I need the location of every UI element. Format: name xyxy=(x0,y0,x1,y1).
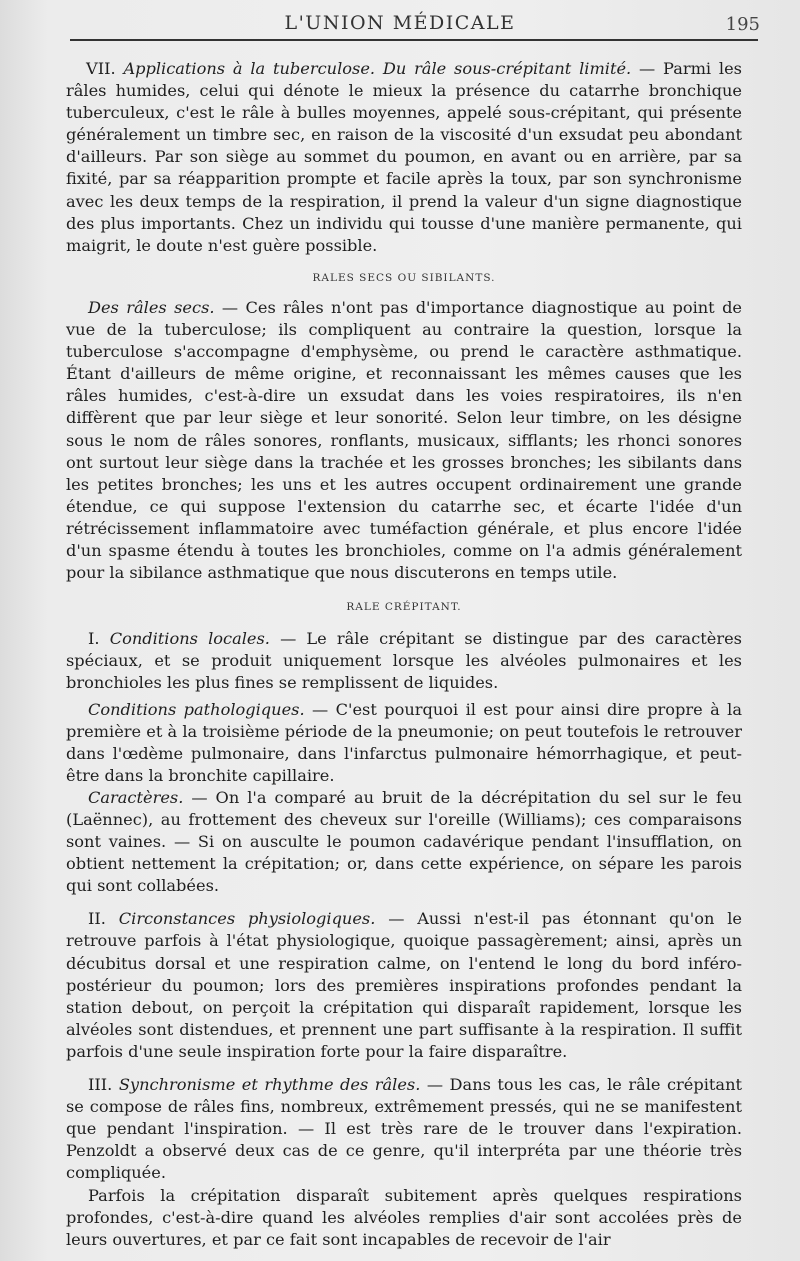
paragraph-heading: Caractères. xyxy=(88,787,184,807)
paragraph-heading: Conditions pathologiques. xyxy=(88,699,305,719)
paragraph-text: — Le râle crépitant se distingue par des caractères spéciaux, et se produit uniquement lorsque les alvéoles pulmonaires et les bronchioles les plus fines se remplissent de liquides. xyxy=(66,629,742,693)
paragraph-tuberculose xyxy=(66,58,742,257)
paragraph-heading: Circonstances physiologiques. xyxy=(118,909,376,929)
paragraph-number: I. xyxy=(88,629,100,649)
header-rule xyxy=(70,39,758,41)
paragraph-rales-secs xyxy=(66,297,742,584)
section-title-rales-secs: RALES SECS OU SIBILANTS. xyxy=(312,271,496,284)
paragraph-conditions-pathologiques xyxy=(66,699,742,787)
paragraph-disparition xyxy=(66,1185,742,1251)
page-header xyxy=(0,10,800,40)
paragraph-caracteres xyxy=(66,787,742,897)
paragraph-number: II. xyxy=(88,909,106,929)
section-title-rale-crepitant: RALE CRÉPITANT. xyxy=(346,601,462,614)
paragraph-text: — On l'a comparé au bruit de la décrépitation du sel sur le feu (Laënnec), au frottement des cheveux sur l'oreille (Williams); ces comparaisons sont vaines. — Si on ausculte le poumon cadavérique pendant l'insufflation, on obtient nettement la crépitation; or, dans cette expérience, on sépare les parois qui sont collabées. xyxy=(66,787,742,896)
paragraph-number: III. xyxy=(88,1075,113,1095)
paragraph-text: Parfois la crépitation disparaît subitement après quelques respirations profondes, c'est-à-dire quand les alvéoles remplies d'air sont accolées près de leurs ouvertures, et par ce fait sont incapables de recevoir de l'air xyxy=(66,1185,742,1249)
paragraph-text: — C'est pourquoi il est pour ainsi dire propre à la première et à la troisième période de la pneumonie; on peut toutefois le retrouver dans l'œdème pulmonaire, dans l'infarctus pulmonaire hémorrhagique, et peut-être dans la bronchite capillaire. xyxy=(66,699,742,785)
page-number: 195 xyxy=(725,14,760,35)
paragraph-conditions-locales xyxy=(66,628,742,694)
paragraph-text: — Dans tous les cas, le râle crépitant se compose de râles fins, nombreux, extrêmement pressés, qui ne se manifestent que pendant l'inspiration. — Il est très rare de le trouver dans l'expiration. Penzoldt a observé deux cas de ce genre, qu'il interpréta par une théorie très compliquée. xyxy=(66,1075,742,1183)
paragraph-text: — Aussi n'est-il pas étonnant qu'on le retrouve parfois à l'état physiologique, quoique passagèrement; ainsi, après un décubitus dorsal et une respiration calme, on l'entend le long du bord inféro-postérieur du poumon; lors des premières inspirations profondes pendant la station debout, on perçoit la crépitation qui disparaît rapidement, lorsque les alvéoles sont distendues, et prennent une part suffisante à la respiration. Il suffit parfois d'une seule inspiration forte pour la faire disparaître. xyxy=(66,909,742,1061)
paragraph-number: VII. xyxy=(86,59,116,78)
paragraph-synchronisme xyxy=(66,1074,742,1184)
paragraph-heading: Synchronisme et rhythme des râles. xyxy=(118,1075,421,1095)
paragraph-circonstances-physiologiques xyxy=(66,908,742,1063)
paragraph-text: — Parmi les râles humides, celui qui dénote le mieux la présence du catarrhe bronchique tuberculeux, c'est le râle à bulles moyennes, appelé sous-crépitant, qui présente généralement un timbre sec, en raison de la viscosité d'un exsudat peu abondant d'ailleurs. Par son siège au sommet du poumon, en avant ou en arrière, par sa fixité, par sa réapparition prompte et facile après la toux, par son synchronisme avec les deux temps de la respiration, il prend la valeur d'un signe diagnostique des plus importants. Chez un individu qui tousse d'une manière permanente, qui maigrit, le doute n'est guère possible. xyxy=(66,59,742,255)
page-body xyxy=(66,58,742,1251)
paragraph-text: — Ces râles n'ont pas d'importance diagnostique au point de vue de la tuberculose; ils compliquent au contraire la question, lorsque la tuberculose s'accompagne d'emphysème, ou prend le caractère asthmatique. Étant d'ailleurs de même origine, et reconnaissant les mêmes causes que les râles humides, c'est-à-dire un exsudat dans les voies respiratoires, ils n'en diffèrent que par leur siège et leur sonorité. Selon leur timbre, on les désigne sous le nom de râles sonores, ronflants, musicaux, sifflants; les rhonci sonores ont surtout leur siège dans la trachée et les grosses bronches; les sibilants dans les petites bronches; les uns et les autres occupent ordinairement une grande étendue, ce qui suppose l'extension du catarrhe sec, et écarte l'idée d'un rétrécissement inflammatoire avec tuméfaction générale, et plus encore l'idée d'un spasme étendu à toutes les bronchioles, comme on l'a admis généralement pour la sibilance asthmatique que nous discuterons en temps utile. xyxy=(66,297,743,583)
running-title: L'UNION MÉDICALE xyxy=(284,12,516,34)
paragraph-heading: Des râles secs. xyxy=(88,297,215,317)
paragraph-heading: Applications à la tuberculose. Du râle sous-crépitant limité. xyxy=(123,59,632,78)
paragraph-heading: Conditions locales. xyxy=(109,629,270,649)
